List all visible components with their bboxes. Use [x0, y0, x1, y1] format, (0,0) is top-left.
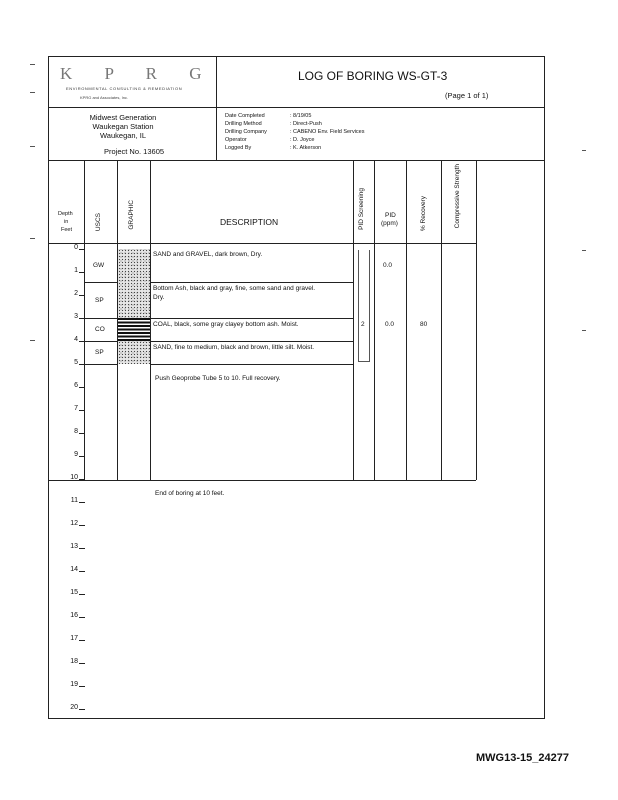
depth-label: 13 [70, 543, 78, 550]
col-line-description [150, 160, 151, 480]
depth-label: 8 [74, 428, 78, 435]
header-pid: PID [385, 212, 396, 219]
layer-boundary [150, 318, 353, 319]
graphic-coal [118, 318, 150, 341]
col-line-recovery [406, 160, 407, 480]
screening-mark [358, 361, 370, 362]
frame-left [48, 56, 49, 719]
uscs-boundary [85, 364, 118, 365]
depth-label: 20 [70, 704, 78, 711]
frame-right [544, 56, 545, 719]
boring-end-line [48, 480, 476, 481]
info-value: : Direct-Push [290, 121, 322, 127]
uscs-boundary [85, 282, 118, 283]
header-divider [216, 56, 217, 160]
screening-mark [369, 250, 370, 362]
depth-tick [79, 410, 85, 411]
layer-description: Dry. [153, 294, 165, 301]
depth-tick [79, 594, 85, 595]
depth-tick [79, 249, 85, 250]
uscs-code: GW [93, 262, 105, 269]
col-line-screening [353, 160, 354, 480]
pid-value: 0.0 [385, 321, 395, 328]
page-number: (Page 1 of 1) [445, 91, 489, 100]
depth-label: 1 [74, 267, 78, 274]
frame-top [48, 56, 545, 57]
depth-tick [79, 548, 85, 549]
client-location: Waukegan, IL [100, 131, 146, 140]
layer-boundary [150, 341, 353, 342]
layer-boundary [150, 364, 353, 365]
scan-mark [582, 330, 586, 331]
end-of-boring-note: End of boring at 10 feet. [155, 490, 225, 497]
layer-description: SAND, fine to medium, black and brown, little silt. Moist. [153, 344, 315, 351]
depth-label: 6 [74, 382, 78, 389]
header-description: DESCRIPTION [220, 217, 279, 227]
info-label: Drilling Company [225, 129, 267, 135]
depth-tick [79, 686, 85, 687]
depth-tick [79, 663, 85, 664]
header-uscs: USCS [95, 213, 102, 232]
depth-tick [79, 387, 85, 388]
company-logo: K P R G [60, 64, 216, 83]
col-line-pid [374, 160, 375, 480]
depth-tick [79, 502, 85, 503]
depth-tick [79, 479, 85, 480]
header-depth: in [64, 219, 69, 225]
logo-tagline: ENVIRONMENTAL CONSULTING & REMEDIATION [66, 86, 183, 91]
info-value: : 8/19/05 [290, 113, 312, 119]
depth-tick [79, 272, 85, 273]
depth-label: 15 [70, 589, 78, 596]
depth-tick [79, 456, 85, 457]
col-line-uscs [84, 160, 85, 480]
info-value: : D. Joyce [290, 137, 315, 143]
column-header-line [48, 243, 476, 244]
document-id: MWG13-15_24277 [476, 752, 569, 764]
header-strength: Compressive Strength [454, 164, 461, 229]
header-pid-unit: (ppm) [381, 220, 398, 227]
header-graphic: GRAPHIC [128, 200, 135, 230]
depth-label: 11 [70, 497, 78, 504]
scan-mark [30, 238, 35, 239]
depth-label: 3 [74, 313, 78, 320]
frame-bottom [48, 718, 545, 719]
scan-mark [30, 340, 35, 341]
recovery-value: 80 [420, 321, 428, 328]
info-label: Operator [225, 137, 247, 143]
layer-description: Bottom Ash, black and gray, fine, some sand and gravel. [153, 285, 316, 292]
info-value: : CABENO Env. Field Services [290, 129, 365, 135]
col-line-strength [441, 160, 442, 480]
client-station: Waukegan Station [92, 122, 154, 131]
depth-tick [79, 709, 85, 710]
depth-label: 17 [70, 635, 78, 642]
screening-value: 2 [361, 321, 365, 328]
logo-sub: KPRG and Associates, Inc. [80, 95, 129, 100]
pid-value: 0.0 [383, 262, 393, 269]
scan-mark [30, 146, 35, 147]
layer-description: SAND and GRAVEL, dark brown, Dry. [153, 251, 263, 258]
header-recovery: % Recovery [420, 196, 427, 232]
depth-label: 7 [74, 405, 78, 412]
depth-label: 5 [74, 359, 78, 366]
sample-note: Push Geoprobe Tube 5 to 10. Full recovery. [155, 375, 281, 382]
page-title: LOG OF BORING WS-GT-3 [298, 69, 448, 83]
header-pid-screening: PID Screening [358, 188, 365, 230]
depth-label: 19 [70, 681, 78, 688]
info-label: Date Completed [225, 113, 265, 119]
header-depth: Depth [58, 211, 73, 217]
depth-tick [79, 525, 85, 526]
uscs-code: CO [95, 326, 105, 333]
depth-label: 14 [70, 566, 78, 573]
info-value: : K. Atkerson [290, 145, 322, 151]
depth-label: 9 [74, 451, 78, 458]
uscs-boundary [85, 318, 118, 319]
scan-mark [30, 64, 35, 65]
info-label: Drilling Method [225, 121, 262, 127]
scan-mark [30, 92, 35, 93]
depth-label: 12 [70, 520, 78, 527]
scan-mark [582, 150, 586, 151]
info-label: Logged By [225, 145, 252, 151]
depth-tick [79, 295, 85, 296]
project-number: Project No. 13605 [104, 147, 165, 156]
depth-tick [79, 433, 85, 434]
col-line-end [476, 160, 477, 480]
depth-tick [79, 617, 85, 618]
layer-boundary [150, 282, 353, 283]
depth-label: 16 [70, 612, 78, 619]
uscs-code: SP [95, 349, 104, 356]
client-name: Midwest Generation [89, 113, 157, 122]
depth-tick [79, 571, 85, 572]
header-depth: Feet [61, 227, 73, 233]
scan-mark [582, 250, 586, 251]
uscs-code: SP [95, 297, 104, 304]
depth-tick [79, 640, 85, 641]
header-bottom [48, 160, 545, 161]
depth-label: 4 [74, 336, 78, 343]
depth-label: 18 [70, 658, 78, 665]
screening-mark [358, 250, 359, 362]
depth-label: 2 [74, 290, 78, 297]
graphic-sand [118, 341, 150, 364]
graphic-sand-gravel-ash [118, 249, 150, 318]
header-line [48, 107, 545, 108]
uscs-boundary [85, 341, 118, 342]
layer-description: COAL, black, some gray clayey bottom ash. Moist. [153, 321, 299, 328]
depth-label: 0 [74, 244, 78, 251]
depth-label: 10 [70, 474, 78, 481]
